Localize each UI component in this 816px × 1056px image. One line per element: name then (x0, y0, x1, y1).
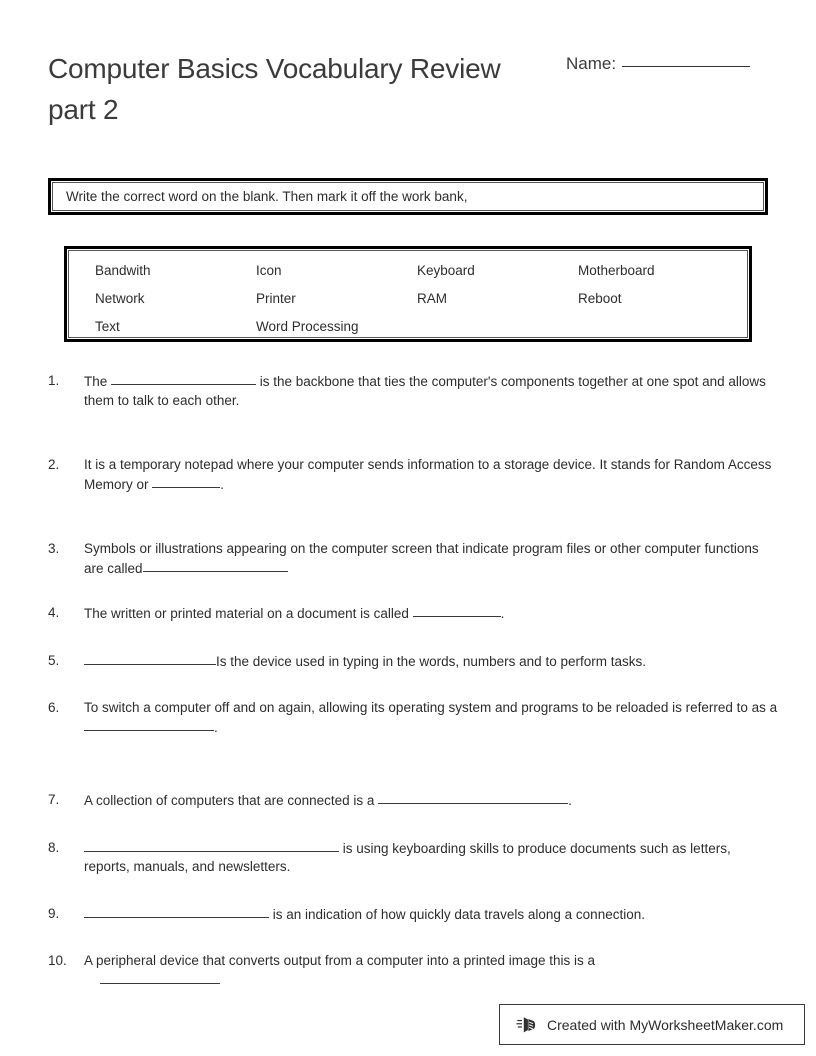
word-bank-row (95, 291, 747, 319)
word-bank-grid (95, 263, 747, 347)
word-bank-word[interactable]: Bandwith (95, 263, 151, 278)
answer-blank[interactable] (100, 971, 220, 984)
answer-blank[interactable] (378, 791, 568, 804)
question-body (84, 456, 778, 494)
answer-blank[interactable] (84, 718, 214, 731)
question-body (84, 699, 778, 737)
question-number: 6. (48, 700, 60, 715)
name-input-blank[interactable] (622, 52, 750, 67)
question-number: 8. (48, 839, 60, 855)
question-text: is the backbone that ties the computer's components together at one spot and allows them to talk to each other. (84, 374, 766, 408)
name-label: Name: (566, 54, 617, 73)
question-text: . (568, 793, 572, 808)
word-bank-word[interactable]: Printer (256, 291, 296, 306)
answer-blank[interactable] (413, 604, 501, 617)
question-text: It is a temporary notepad where your computer sends information to a storage device. It stands for Random Access Memory or (84, 457, 772, 492)
question-item (48, 372, 778, 410)
word-bank-word[interactable]: Motherboard (578, 263, 655, 278)
footer-attribution-text: Created with MyWorksheetMaker.com (547, 1016, 784, 1033)
question-body (84, 952, 778, 990)
question-number: 4. (48, 605, 60, 620)
question-item (48, 699, 778, 737)
question-item (48, 540, 778, 578)
word-bank-box (64, 246, 752, 342)
question-body (84, 791, 778, 811)
instruction-text: Write the correct word on the blank. Then mark it off the work bank, (66, 189, 468, 204)
question-item (48, 652, 778, 672)
question-text: The (84, 374, 112, 389)
question-text: Symbols or illustrations appearing on the computer screen that indicate program files or other computer functions are called (84, 541, 759, 576)
word-bank-word[interactable]: Network (95, 291, 145, 306)
question-text: . (214, 719, 218, 735)
question-item (48, 791, 778, 811)
word-bank-word[interactable]: Icon (256, 263, 282, 278)
question-text: A peripheral device that converts output from a computer into a printed image this is a (84, 953, 596, 968)
question-text: is using keyboarding skills to produce documents such as letters, reports, manuals, and newsletters. (84, 840, 731, 874)
question-body (84, 652, 778, 672)
word-bank-inner-border (68, 250, 748, 338)
question-text: . (500, 606, 505, 621)
word-bank-word[interactable]: Reboot (578, 291, 622, 306)
answer-blank[interactable] (84, 652, 216, 665)
question-text: To switch a computer off and on again, allowing its operating system and programs to be reloaded is referred to as a (84, 700, 778, 715)
instruction-box (48, 178, 768, 215)
word-bank-word[interactable]: Text (95, 319, 120, 334)
question-number: 2. (48, 457, 60, 472)
page-title: Computer Basics Vocabulary Review part 2 (48, 53, 501, 125)
questions-list (48, 372, 778, 990)
question-item (48, 905, 778, 925)
answer-blank[interactable] (84, 905, 269, 918)
footer-attribution-badge[interactable] (499, 1004, 805, 1045)
question-body (84, 372, 778, 410)
answer-blank[interactable] (143, 559, 288, 572)
question-text: The written or printed material on a document is called (84, 606, 413, 621)
word-bank-row (95, 263, 747, 291)
myworksheetmaker-logo-icon (516, 1014, 538, 1036)
question-number: 3. (48, 541, 60, 556)
word-bank-row (95, 319, 747, 347)
question-text: A collection of computers that are connected is a (84, 793, 379, 808)
question-item (48, 604, 778, 624)
answer-blank[interactable] (111, 372, 256, 385)
question-body (84, 604, 778, 624)
question-text: is an indication of how quickly data travels along a connection. (269, 906, 645, 922)
word-bank-word[interactable]: Keyboard (417, 263, 475, 278)
word-bank-word[interactable]: RAM (417, 291, 447, 306)
question-number: 7. (48, 792, 60, 807)
instruction-box-inner-border (52, 182, 764, 211)
word-bank-word[interactable]: Word Processing (256, 319, 359, 334)
question-item (48, 839, 778, 877)
question-body (84, 540, 778, 578)
name-field-group (566, 52, 750, 74)
question-body (84, 905, 778, 925)
question-number: 1. (48, 373, 60, 388)
question-item (48, 456, 778, 494)
question-text: Is the device used in typing in the words, numbers and to perform tasks. (216, 653, 646, 669)
question-text: . (220, 476, 225, 492)
question-number: 9. (48, 905, 60, 921)
question-body (84, 839, 778, 877)
answer-blank[interactable] (84, 839, 339, 852)
question-number: 10. (48, 953, 67, 968)
worksheet-header (0, 0, 816, 150)
question-item (48, 952, 778, 990)
question-number: 5. (48, 652, 60, 668)
answer-blank[interactable] (152, 475, 220, 488)
